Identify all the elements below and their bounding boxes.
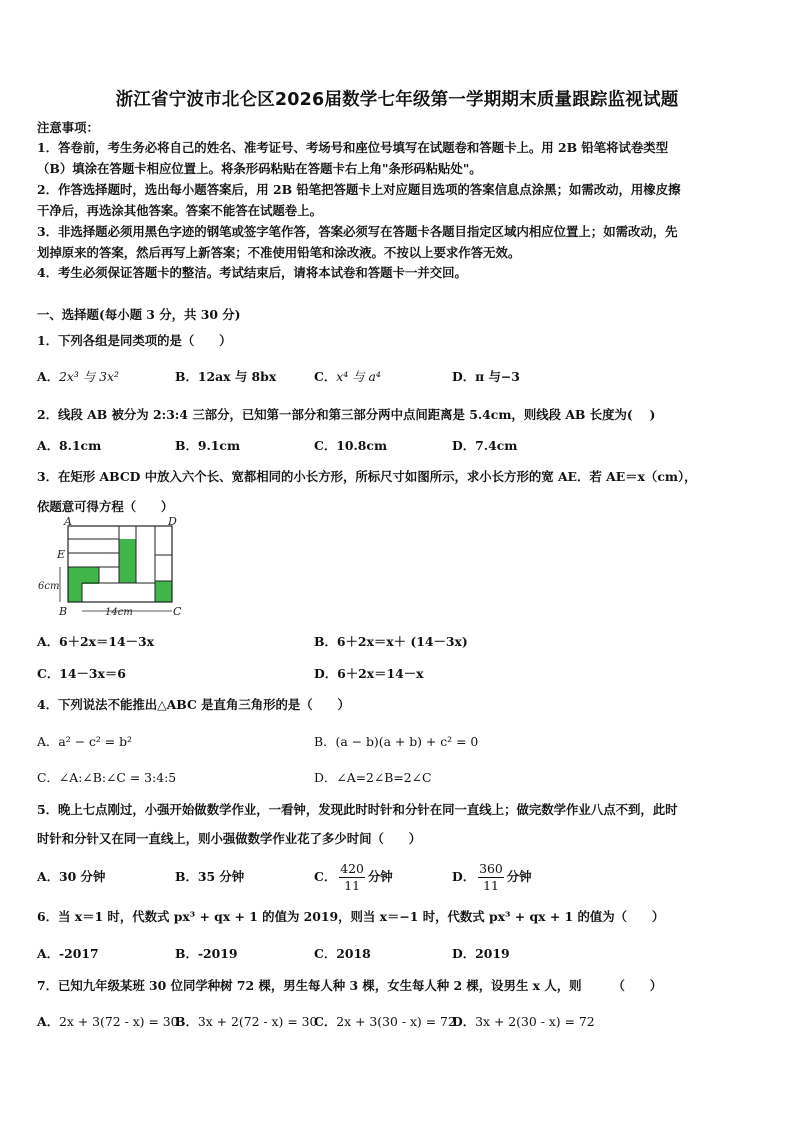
q2-option-b: B．9.1cm <box>175 438 241 453</box>
q1-option-d: D．π 与−3 <box>452 369 520 384</box>
q7-option-c: C．2x + 3(30 - x) = 72 <box>314 1014 456 1029</box>
figure-dim-14cm: 14cm <box>105 607 133 618</box>
q7-option-d-text: 3x + 2(30 - x) = 72 <box>475 1014 595 1029</box>
figure-green-rect-center <box>119 539 136 583</box>
q7-option-d: D．3x + 2(30 - x) = 72 <box>452 1014 595 1029</box>
q7-option-a-text: 2x + 3(72 - x) = 30 <box>59 1014 179 1029</box>
page-title: 浙江省宁波市北仑区2026届数学七年级第一学期期末质量跟踪监视试题 <box>115 90 679 110</box>
q6-option-c: C．2018 <box>314 946 371 961</box>
q3-stem-line-1: 3．在矩形 ABCD 中放入六个长、宽都相同的小长方形，所标尺寸如图所示，求小长方形的宽 AE．若 AE＝x（cm）， <box>37 469 697 484</box>
q5-option-d: D． $\frac{360}{11}$ 分钟 <box>452 861 532 893</box>
notice-line-4: 干净后，再选涂其他答案。答案不能答在试题卷上。 <box>37 203 322 218</box>
q5-option-d-fraction: $\frac{360}{11}$ <box>479 861 503 893</box>
q1-option-b: B．12ax 与 8bx <box>175 369 277 384</box>
q5-option-b: B．35 分钟 <box>175 869 245 884</box>
q5-stem-line-1: 5．晚上七点刚过，小强开始做数学作业，一看钟，发现此时时针和分针在同一直线上；做完数学作业八点不到，此时 <box>37 802 678 817</box>
q5-option-c-fraction: $\frac{420}{11}$ <box>340 861 364 893</box>
figure-label-b: B <box>59 605 68 618</box>
q6-option-a: A．-2017 <box>37 946 99 961</box>
notice-line-5: 3．非选择题必须用黑色字迹的钢笔或签字笔作答，答案必须写在答题卡各题目指定区域内相应位置上；如需改动，先 <box>37 224 678 239</box>
q2-option-c: C．10.8cm <box>314 438 388 453</box>
q6-option-b: B．-2019 <box>175 946 238 961</box>
q3-option-b: B．6＋2x＝x＋ (14－3x) <box>314 634 468 649</box>
q1-option-a: A．2x³ 与 3x² <box>37 369 119 384</box>
q4-option-a: A．a² − c² = b² <box>37 734 133 749</box>
q6-stem: 6．当 x＝1 时，代数式 px³ + qx + 1 的值为 2019，则当 x＝−1 时，代数式 px³ + qx + 1 的值为（ ） <box>37 909 665 924</box>
notice-line-2: （B）填涂在答题卡相应位置上。将条形码粘贴在答题卡右上角"条形码粘贴处"。 <box>37 161 482 176</box>
q7-stem: 7．已知九年级某班 30 位同学种树 72 棵，男生每人种 3 棵，女生每人种 2 棵，设男生 x 人，则 （ ） <box>37 978 663 993</box>
q5-option-a: A．30 分钟 <box>37 869 106 884</box>
q1-option-a-text: 2x³ 与 3x² <box>59 369 119 384</box>
q2-option-d: D．7.4cm <box>452 438 518 453</box>
q1-option-b-text: 12ax 与 8bx <box>197 369 277 384</box>
q3-stem-line-2: 依题意可得方程（ ） <box>37 499 174 514</box>
figure-label-c: C <box>173 605 182 618</box>
q1-stem: 1．下列各组是同类项的是（ ） <box>37 333 232 348</box>
q7-option-b: B．3x + 2(72 - x) = 30 <box>175 1014 318 1029</box>
notice-line-1: 1．答卷前，考生务必将自己的姓名、准考证号、考场号和座位号填写在试题卷和答题卡上。用 2B 铅笔将试卷类型 <box>37 140 669 155</box>
q7-option-a: A．2x + 3(72 - x) = 30 <box>37 1014 179 1029</box>
q3-rectangle-figure <box>38 515 187 621</box>
figure-dim-6cm: 6cm <box>38 581 60 592</box>
q1-option-c: C．x⁴ 与 a⁴ <box>314 369 381 384</box>
q5-option-c: C． $\frac{420}{11}$ 分钟 <box>314 861 393 893</box>
q2-option-a: A．8.1cm <box>37 438 102 453</box>
q4-stem: 4．下列说法不能推出△ABC 是直角三角形的是（ ） <box>37 697 350 712</box>
notice-heading: 注意事项： <box>37 120 99 135</box>
q5-stem-line-2: 时针和分针又在同一直线上，则小强做数学作业花了多少时间（ ） <box>37 831 422 846</box>
notice-line-6: 划掉原来的答案，然后再写上新答案；不准使用铅笔和涂改液。不按以上要求作答无效。 <box>37 245 521 260</box>
notice-line-3: 2．作答选择题时，选出每小题答案后，用 2B 铅笔把答题卡上对应题目选项的答案信息点涂黑；如需改动，用橡皮擦 <box>37 182 681 197</box>
q1-option-d-text: π 与−3 <box>475 369 520 384</box>
q3-option-c: C．14－3x＝6 <box>37 666 126 681</box>
figure-label-e: E <box>57 548 66 561</box>
q3-option-d: D．6＋2x＝14－x <box>314 666 424 681</box>
figure-green-rect-bottom-left <box>68 584 82 602</box>
q4-option-d: D．∠A=2∠B=2∠C <box>314 770 432 785</box>
q3-option-a: A．6＋2x＝14－3x <box>37 634 155 649</box>
q2-stem: 2．线段 AB 被分为 2:3:4 三部分，已知第一部分和第三部分两中点间距离是 5.4cm，则线段 AB 长度为( ) <box>37 407 656 422</box>
q7-option-b-text: 3x + 2(72 - x) = 30 <box>197 1014 318 1029</box>
q4-option-c: C．∠A:∠B:∠C = 3:4:5 <box>37 770 177 785</box>
figure-green-rect-left <box>68 567 99 584</box>
figure-green-rect-right <box>155 581 172 602</box>
figure-label-d: D <box>168 515 177 528</box>
q4-option-b: B．(a − b)(a + b) + c² = 0 <box>314 734 479 749</box>
notice-line-7: 4．考生必须保证答题卡的整洁。考试结束后，请将本试卷和答题卡一并交回。 <box>37 265 467 280</box>
figure-label-a: A <box>64 515 72 528</box>
q7-option-c-text: 2x + 3(30 - x) = 72 <box>336 1014 456 1029</box>
q1-option-c-text: x⁴ 与 a⁴ <box>336 369 381 384</box>
q6-option-d: D．2019 <box>452 946 510 961</box>
section-heading: 一、选择题(每小题 3 分，共 30 分) <box>37 307 241 322</box>
